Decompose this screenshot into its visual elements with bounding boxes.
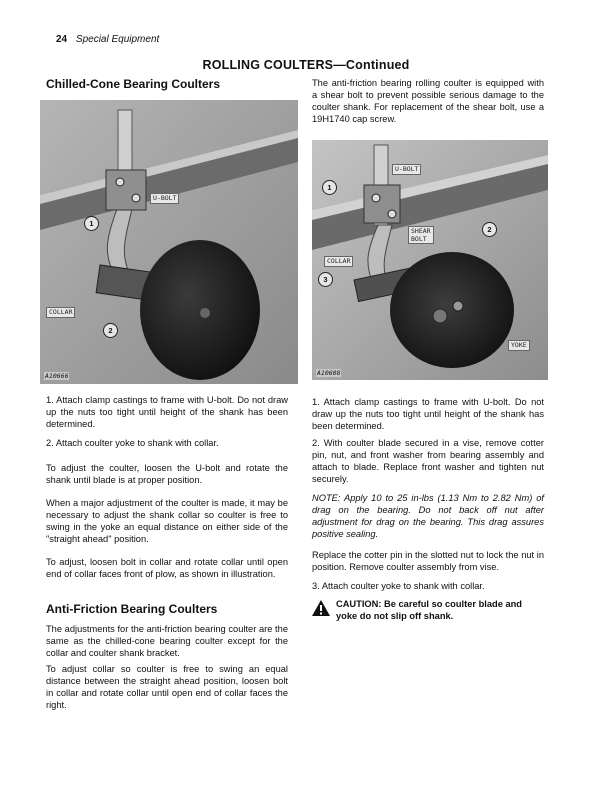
warning-icon	[312, 600, 330, 616]
left-para-adjustments: The adjustments for the anti-friction bearing coulter are the same as the chilled-cone bearing coulter except for the collar and coulter shank bracket.	[46, 624, 288, 658]
callout-1: 1	[322, 180, 337, 195]
figure-code: A10608	[317, 369, 341, 377]
page-header	[56, 34, 159, 45]
callout-3: 3	[318, 272, 333, 287]
section-name: Special Equipment	[75, 34, 160, 45]
right-intro: The anti-friction bearing rolling coulter is equipped with a shear bolt to prevent possible serious damage to the coulter shank. For replacement of the shear bolt, use a 19H1740 cap screw.	[312, 78, 544, 124]
label-collar: COLLAR	[46, 307, 75, 318]
figure-chilled-cone-illustration	[40, 100, 298, 384]
right-para-cotter: Replace the cotter pin in the slotted nut to lock the nut in position. Remove coulter assembly from vise.	[312, 550, 544, 572]
left-step-2: 2. Attach coulter yoke to shank with collar.	[46, 438, 219, 448]
right-step-3: 3. Attach coulter yoke to shank with collar.	[312, 581, 485, 591]
left-para-adjust-collar: To adjust collar so coulter is free to swing an equal distance between the straight ahead position, loosen bolt in collar and rotate collar until open end of collar faces the right.	[46, 664, 288, 710]
left-para-adjust: To adjust the coulter, loosen the U-bolt and rotate the shank until blade is at proper position.	[46, 463, 288, 485]
label-u-bolt: U-BOLT	[150, 193, 179, 204]
label-shear-bolt	[408, 226, 434, 244]
label-shear-bolt-line-1: SHEAR	[411, 227, 431, 235]
right-step-2: 2. With coulter blade secured in a vise, remove cotter pin, nut, and front washer from bearing assembly and attach to blade. Replace front washer and tighten nut securely.	[312, 438, 544, 484]
page-title: ROLLING COULTERS—Continued	[202, 58, 410, 72]
right-note: NOTE: Apply 10 to 25 in-lbs (1.13 Nm to 2.82 Nm) of drag on the bearing. Do not back off nut after adjustment for drag on the bearing. This drag assures positive sealing.	[312, 493, 544, 539]
left-step-1: 1. Attach clamp castings to frame with U-bolt. Do not draw up the nuts too tight until height of the shank has been determined.	[46, 395, 288, 429]
figure-chilled-cone	[40, 100, 298, 384]
heading-chilled-cone: Chilled-Cone Bearing Coulters	[46, 77, 221, 91]
label-shear-bolt-line-2: BOLT	[411, 235, 427, 243]
heading-anti-friction: Anti-Friction Bearing Coulters	[46, 602, 218, 616]
caution-text: CAUTION: Be careful so coulter blade and yoke do not slip off shank.	[336, 599, 522, 621]
figure-code: A10666	[45, 372, 69, 380]
right-step-1: 1. Attach clamp castings to frame with U-bolt. Do not draw up the nuts too tight until height of the shank has been determined.	[312, 397, 544, 431]
figure-anti-friction	[312, 140, 548, 380]
left-para-major: When a major adjustment of the coulter is made, it may be necessary to adjust the shank collar so coulter is free to swing in the yoke an equal distance on either side of the "straight ahead" position.	[46, 498, 288, 544]
label-yoke: YOKE	[508, 340, 530, 351]
callout-1: 1	[84, 216, 99, 231]
callout-2: 2	[103, 323, 118, 338]
callout-2: 2	[482, 222, 497, 237]
label-u-bolt: U-BOLT	[392, 164, 421, 175]
page-number: 24	[56, 34, 68, 45]
left-para-collar: To adjust, loosen bolt in collar and rotate collar until open end of collar faces front of plow, as shown in illustration.	[46, 557, 288, 579]
label-collar: COLLAR	[324, 256, 353, 267]
